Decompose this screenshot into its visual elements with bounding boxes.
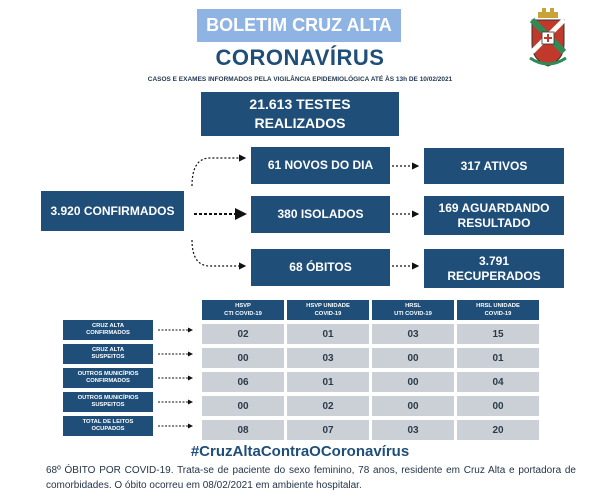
recovered-count: 3.791 [478,253,510,268]
awaiting-label: RESULTADO [457,215,531,230]
table-cell: 07 [287,420,369,440]
table-row [202,324,539,344]
new-today-label: 61 NOVOS DO DIA [267,158,374,172]
report-info: CASOS E EXAMES INFORMADOS PELA VIGILÂNCIA EPIDEMIOLÓGICA ATÉ ÀS 13h DE 10/02/2021 [147,76,453,83]
table-cell: 01 [457,348,539,368]
table-cell: 03 [287,348,369,368]
row-label-outros-confirmados: OUTROS MUNICÍPIOS CONFIRMADOS [63,368,153,388]
table-cell: 00 [372,348,454,368]
table-cell: 04 [457,372,539,392]
table-cell: 15 [457,324,539,344]
table-row [202,396,539,416]
row-label-outros-suspeitos: OUTROS MUNICÍPIOS SUSPEITOS [63,392,153,412]
column-header: HSVP UNIDADE COVID-19 [287,300,369,320]
active-label: 317 ATIVOS [460,158,528,173]
tests-label: REALIZADOS [254,115,346,131]
awaiting-count: 169 AGUARDANDO [438,200,550,215]
column-header: HRSL UTI COVID-19 [372,300,454,320]
table-cell: 02 [202,324,284,344]
row-label-cruz-alta-suspeitos: CRUZ ALTA SUSPEITOS [63,344,153,364]
page-title: CORONAVÍRUS [215,45,385,70]
table-cell: 00 [202,396,284,416]
campaign-hashtag: #CruzAltaContraOCoronavírus [190,443,410,460]
confirmed-label: 3.920 CONFIRMADOS [50,203,175,218]
banner-title: BOLETIM CRUZ ALTA [197,9,401,42]
table-header-row [202,300,539,320]
table-cell: 03 [372,420,454,440]
row-label-total-leitos: TOTAL DE LEITOS OCUPADOS [63,416,153,436]
column-header: HSVP CTI COVID-19 [202,300,284,320]
table-row [202,420,539,440]
table-cell: 01 [287,324,369,344]
recovered-label: RECUPERADOS [447,268,541,283]
row-label-cruz-alta-confirmados: CRUZ ALTA CONFIRMADOS [63,320,153,340]
table-cell: 02 [287,396,369,416]
table-row [202,348,539,368]
hospital-occupancy-table [199,296,542,444]
deaths-label: 68 ÓBITOS [289,260,352,274]
table-cell: 03 [372,324,454,344]
table-cell: 00 [372,372,454,392]
death-note: 68º ÓBITO POR COVID-19. Trata-se de paciente do sexo feminino, 78 anos, residente em Cruz Alta e portadora de comorbidades. O óbito ocorreu em 08/02/2021 em ambiente hospitalar. [46,465,576,491]
table-cell: 00 [372,396,454,416]
column-header: HRSL UNIDADE COVID-19 [457,300,539,320]
table-cell: 00 [457,396,539,416]
tests-count: 21.613 TESTES [249,96,351,112]
table-cell: 00 [202,348,284,368]
table-cell: 01 [287,372,369,392]
table-cell: 08 [202,420,284,440]
table-cell: 20 [457,420,539,440]
table-row [202,372,539,392]
isolated-label: 380 ISOLADOS [277,207,364,221]
table-cell: 06 [202,372,284,392]
